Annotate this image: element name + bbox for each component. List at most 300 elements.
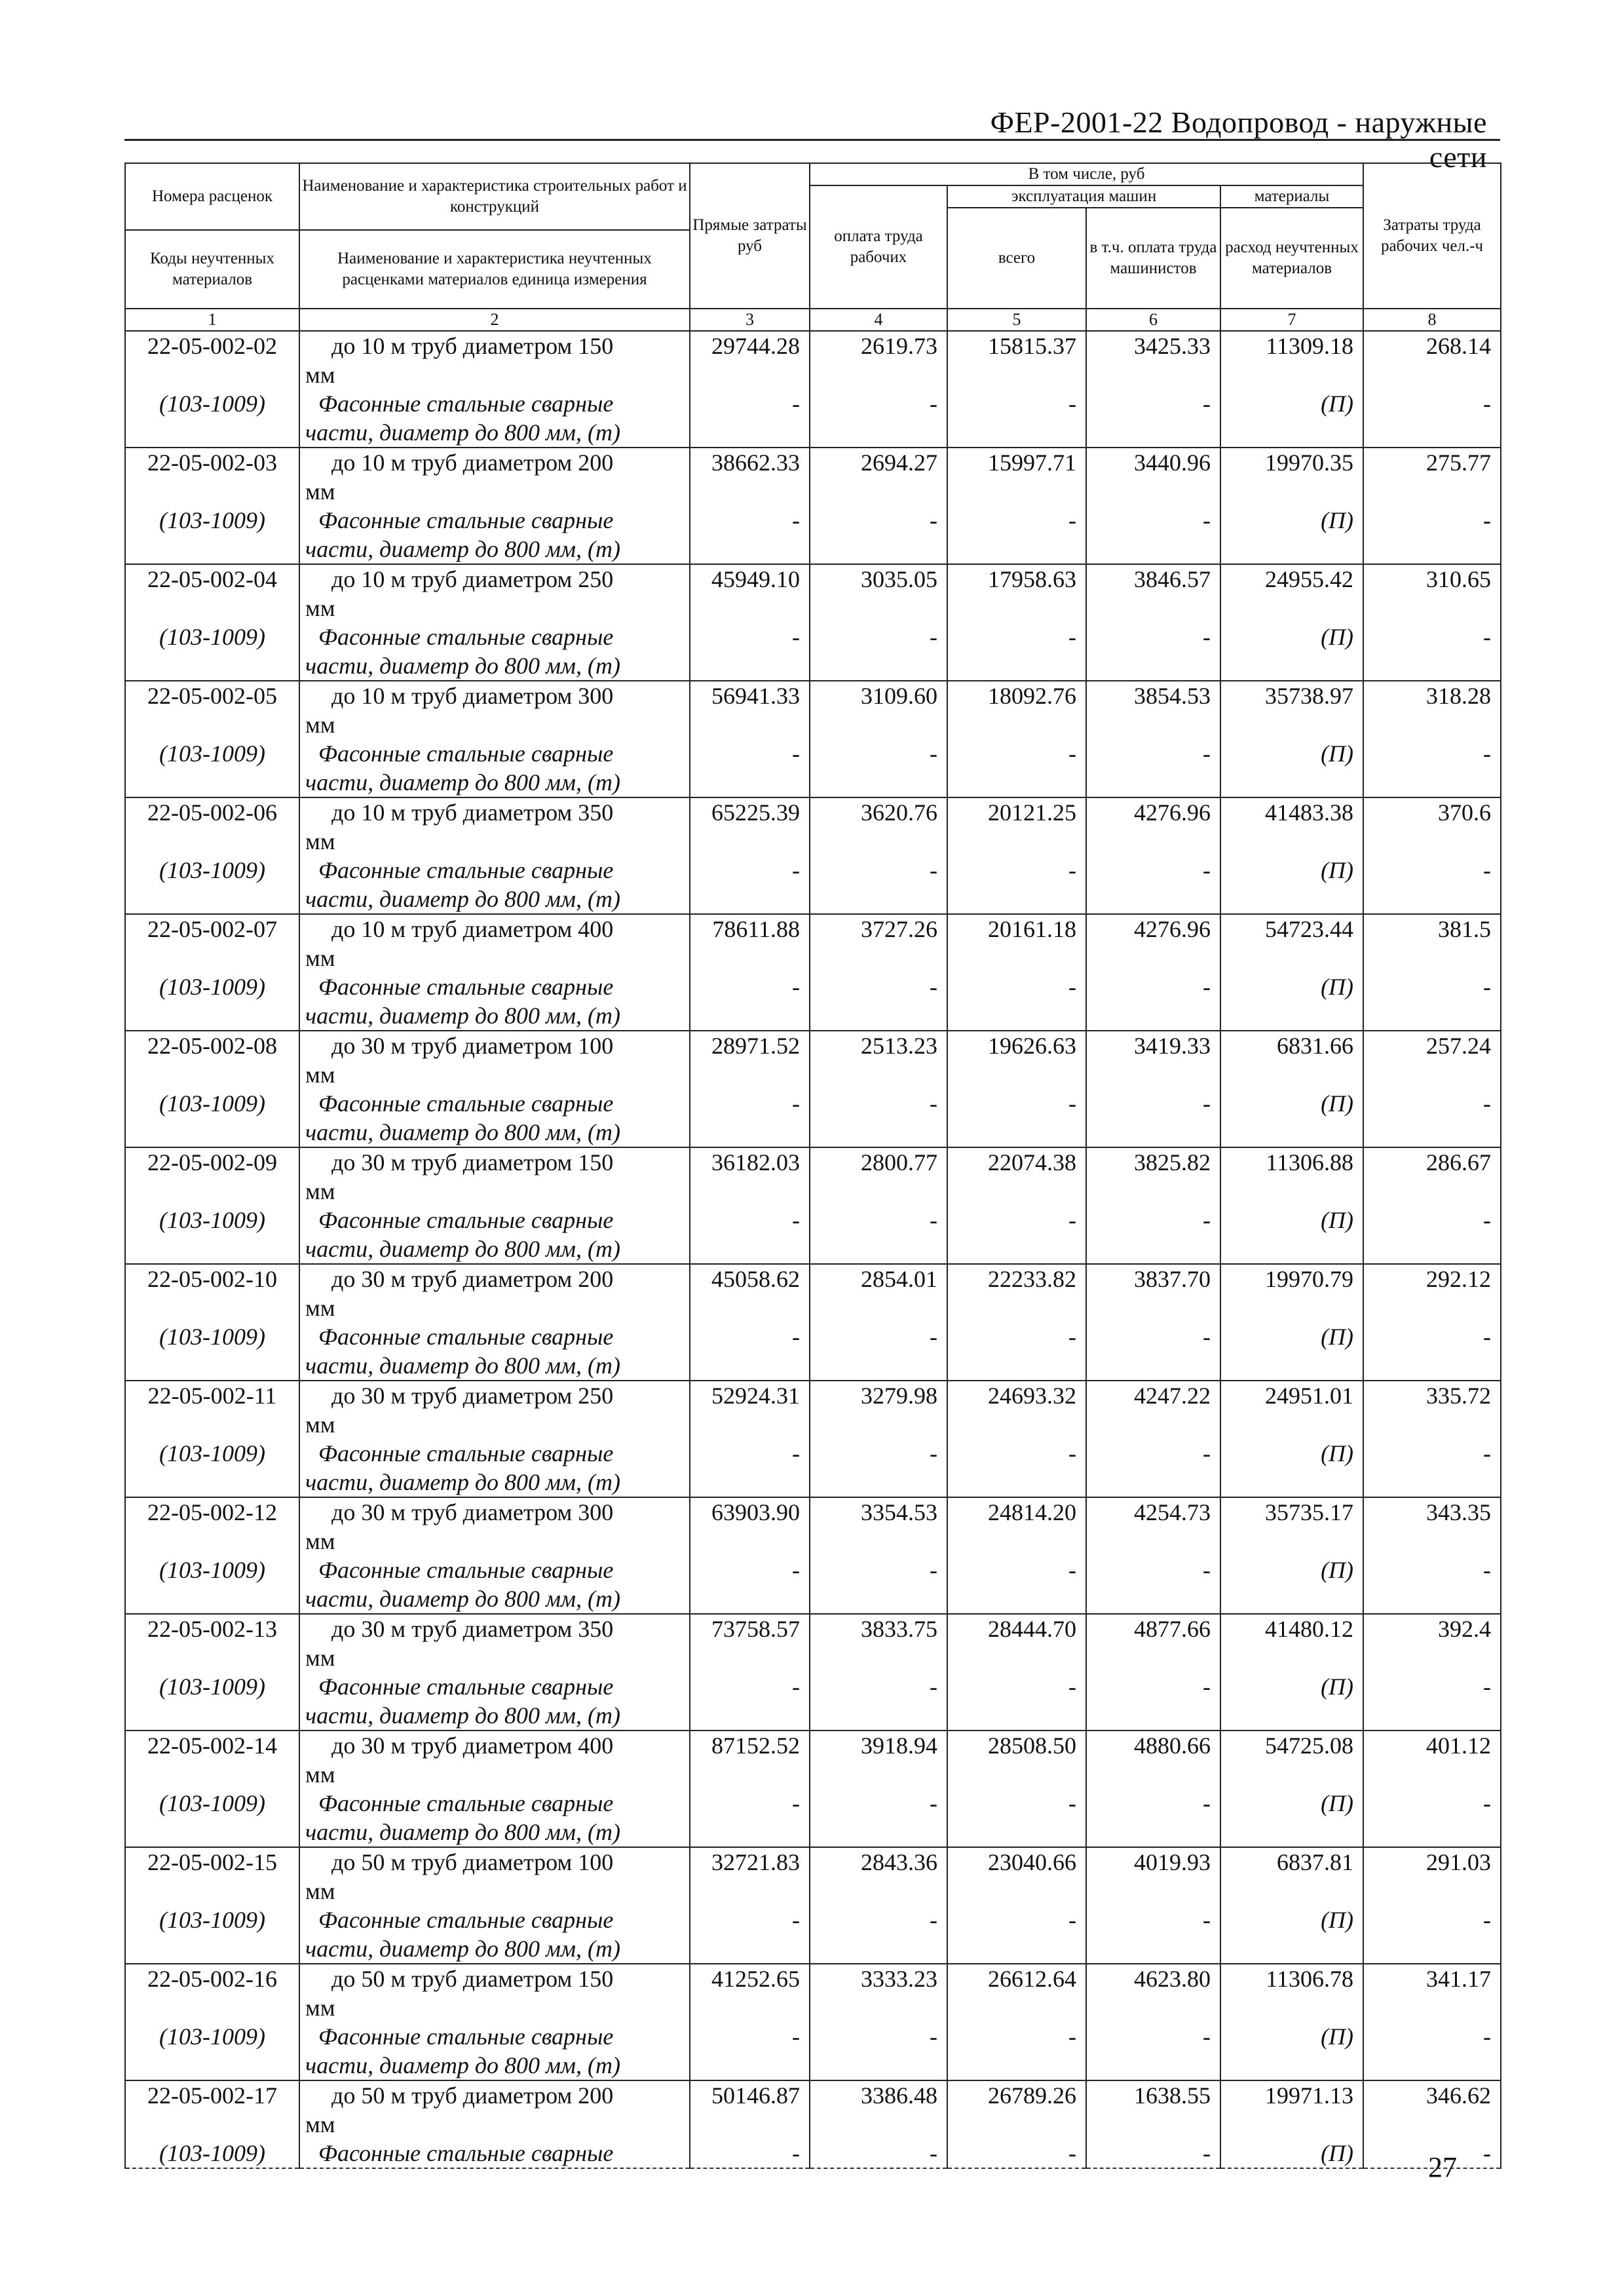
material-p-mark: (П) — [1220, 1206, 1363, 1234]
empty-cell — [125, 710, 299, 739]
header-col-3: 3 — [690, 309, 810, 331]
rate-row — [125, 448, 1501, 477]
material-name-continued: части, диаметр до 800 мм, (т) — [299, 1234, 690, 1264]
empty-cell — [1363, 768, 1501, 797]
rate-unit-row — [125, 1410, 1501, 1439]
material-name-row — [125, 418, 1501, 448]
workers-pay-value: 3620.76 — [810, 797, 947, 827]
empty-cell — [1220, 710, 1363, 739]
workers-pay-value: 2854.01 — [810, 1264, 947, 1293]
empty-cell — [125, 360, 299, 389]
labor-costs-value: 392.4 — [1363, 1614, 1501, 1643]
empty-cell — [125, 768, 299, 797]
empty-cell — [125, 1760, 299, 1789]
empty-cell — [810, 594, 947, 622]
dash-cell: - — [810, 1206, 947, 1234]
dash-cell: - — [690, 1439, 810, 1468]
empty-cell — [690, 1877, 810, 1905]
material-code: (103-1009) — [125, 972, 299, 1001]
material-p-mark: (П) — [1220, 1089, 1363, 1118]
empty-cell — [1220, 2110, 1363, 2139]
empty-cell — [1086, 710, 1220, 739]
rate-code: 22-05-002-11 — [125, 1381, 299, 1410]
dash-cell: - — [1086, 1439, 1220, 1468]
rate-name: до 10 м труб диаметром 250 — [299, 564, 690, 594]
materials-value: 35735.17 — [1220, 1497, 1363, 1527]
empty-cell — [1220, 1818, 1363, 1847]
rate-unit: мм — [299, 1527, 690, 1556]
rate-name: до 30 м труб диаметром 250 — [299, 1381, 690, 1410]
material-name-continued: части, диаметр до 800 мм, (т) — [299, 1584, 690, 1614]
dash-cell: - — [947, 972, 1086, 1001]
empty-cell — [810, 827, 947, 856]
empty-cell — [1363, 2051, 1501, 2080]
empty-cell — [810, 2051, 947, 2080]
empty-cell — [1086, 1643, 1220, 1672]
empty-cell — [1086, 768, 1220, 797]
empty-cell — [125, 651, 299, 681]
header-missing-materials: расход неучтенных материалов — [1220, 208, 1363, 309]
empty-cell — [125, 1001, 299, 1031]
empty-cell — [125, 1934, 299, 1964]
machinists-pay-value: 4880.66 — [1086, 1731, 1220, 1760]
machine-total-value: 20161.18 — [947, 914, 1086, 944]
empty-cell — [947, 1060, 1086, 1089]
empty-cell — [947, 1877, 1086, 1905]
empty-cell — [947, 1701, 1086, 1731]
direct-costs-value: 36182.03 — [690, 1147, 810, 1177]
header-labor-costs: Затраты труда рабочих чел.-ч — [1363, 163, 1501, 309]
direct-costs-value: 52924.31 — [690, 1381, 810, 1410]
rate-unit: мм — [299, 2110, 690, 2139]
workers-pay-value: 3727.26 — [810, 914, 947, 944]
materials-value: 11306.78 — [1220, 1964, 1363, 1993]
empty-cell — [810, 1234, 947, 1264]
rate-row — [125, 914, 1501, 944]
empty-cell — [1086, 1877, 1220, 1905]
empty-cell — [810, 1060, 947, 1089]
empty-cell — [1363, 1293, 1501, 1322]
empty-cell — [810, 1701, 947, 1731]
material-name: Фасонные стальные сварные — [299, 2139, 690, 2168]
empty-cell — [125, 1584, 299, 1614]
materials-value: 24955.42 — [1220, 564, 1363, 594]
header-col-5: 5 — [947, 309, 1086, 331]
empty-cell — [1220, 1468, 1363, 1497]
materials-value: 11309.18 — [1220, 331, 1363, 360]
header-col-2: 2 — [299, 309, 690, 331]
header-col-4: 4 — [810, 309, 947, 331]
rate-code: 22-05-002-08 — [125, 1031, 299, 1060]
empty-cell — [1363, 1001, 1501, 1031]
rate-unit-row — [125, 1527, 1501, 1556]
material-p-mark: (П) — [1220, 506, 1363, 535]
direct-costs-value: 45949.10 — [690, 564, 810, 594]
empty-cell — [947, 1643, 1086, 1672]
labor-costs-value: 318.28 — [1363, 681, 1501, 710]
dash-cell: - — [690, 1206, 810, 1234]
machine-total-value: 24814.20 — [947, 1497, 1086, 1527]
empty-cell — [1363, 2110, 1501, 2139]
empty-cell — [125, 1527, 299, 1556]
dash-cell: - — [810, 1322, 947, 1351]
header-missing-name: Наименование и характеристика неучтенных расценками материалов единица измерения — [299, 230, 690, 309]
dash-cell: - — [1086, 739, 1220, 768]
empty-cell — [690, 1643, 810, 1672]
empty-cell — [690, 1993, 810, 2022]
rate-unit: мм — [299, 944, 690, 972]
rate-code: 22-05-002-09 — [125, 1147, 299, 1177]
material-row — [125, 2022, 1501, 2051]
empty-cell — [125, 827, 299, 856]
empty-cell — [810, 1468, 947, 1497]
empty-cell — [1220, 1118, 1363, 1147]
direct-costs-value: 65225.39 — [690, 797, 810, 827]
dash-cell: - — [1363, 1905, 1501, 1934]
rate-row — [125, 1264, 1501, 1293]
dash-cell: - — [810, 506, 947, 535]
labor-costs-value: 401.12 — [1363, 1731, 1501, 1760]
rate-code: 22-05-002-16 — [125, 1964, 299, 1993]
rate-code: 22-05-002-15 — [125, 1847, 299, 1877]
material-row — [125, 1789, 1501, 1818]
dash-cell: - — [690, 506, 810, 535]
dash-cell: - — [690, 389, 810, 418]
material-code: (103-1009) — [125, 389, 299, 418]
rate-code: 22-05-002-17 — [125, 2080, 299, 2110]
empty-cell — [125, 1701, 299, 1731]
rate-row — [125, 331, 1501, 360]
dash-cell: - — [1086, 972, 1220, 1001]
rate-unit-row — [125, 1760, 1501, 1789]
workers-pay-value: 3279.98 — [810, 1381, 947, 1410]
materials-value: 6837.81 — [1220, 1847, 1363, 1877]
material-code: (103-1009) — [125, 1322, 299, 1351]
machine-total-value: 23040.66 — [947, 1847, 1086, 1877]
dash-cell: - — [690, 1556, 810, 1584]
machinists-pay-value: 3425.33 — [1086, 331, 1220, 360]
material-row — [125, 1322, 1501, 1351]
machine-total-value: 20121.25 — [947, 797, 1086, 827]
empty-cell — [1220, 418, 1363, 448]
empty-cell — [1363, 1060, 1501, 1089]
labor-costs-value: 381.5 — [1363, 914, 1501, 944]
empty-cell — [690, 885, 810, 914]
empty-cell — [125, 2051, 299, 2080]
material-code: (103-1009) — [125, 2022, 299, 2051]
material-name-row — [125, 768, 1501, 797]
material-name-continued: части, диаметр до 800 мм, (т) — [299, 885, 690, 914]
workers-pay-value: 3354.53 — [810, 1497, 947, 1527]
empty-cell — [125, 477, 299, 506]
material-name-row — [125, 535, 1501, 564]
empty-cell — [1363, 1818, 1501, 1847]
material-row — [125, 2139, 1501, 2168]
material-row — [125, 1672, 1501, 1701]
empty-cell — [1086, 1060, 1220, 1089]
material-code: (103-1009) — [125, 1905, 299, 1934]
materials-value: 24951.01 — [1220, 1381, 1363, 1410]
rate-row — [125, 1964, 1501, 1993]
empty-cell — [1363, 477, 1501, 506]
material-p-mark: (П) — [1220, 622, 1363, 651]
dash-cell: - — [1086, 389, 1220, 418]
empty-cell — [690, 1234, 810, 1264]
dash-cell: - — [1363, 1206, 1501, 1234]
empty-cell — [125, 535, 299, 564]
dash-cell: - — [810, 2022, 947, 2051]
labor-costs-value: 291.03 — [1363, 1847, 1501, 1877]
material-name-row — [125, 651, 1501, 681]
empty-cell — [1086, 1293, 1220, 1322]
rate-unit-row — [125, 2110, 1501, 2139]
empty-cell — [947, 1234, 1086, 1264]
labor-costs-value: 275.77 — [1363, 448, 1501, 477]
empty-cell — [1086, 1584, 1220, 1614]
dash-cell: - — [690, 739, 810, 768]
empty-cell — [125, 1177, 299, 1206]
header-col-8: 8 — [1363, 309, 1501, 331]
dash-cell: - — [1086, 1905, 1220, 1934]
material-name-continued: части, диаметр до 800 мм, (т) — [299, 651, 690, 681]
rate-unit-row — [125, 477, 1501, 506]
rate-unit: мм — [299, 1060, 690, 1089]
empty-cell — [947, 418, 1086, 448]
rates-table — [124, 163, 1501, 2169]
dash-cell: - — [947, 1672, 1086, 1701]
material-p-mark: (П) — [1220, 739, 1363, 768]
rate-code: 22-05-002-10 — [125, 1264, 299, 1293]
empty-cell — [690, 827, 810, 856]
empty-cell — [1220, 1410, 1363, 1439]
rate-name: до 10 м труб диаметром 150 — [299, 331, 690, 360]
machinists-pay-value: 4276.96 — [1086, 797, 1220, 827]
material-row — [125, 1206, 1501, 1234]
empty-cell — [1086, 651, 1220, 681]
empty-cell — [125, 1410, 299, 1439]
empty-cell — [1220, 1293, 1363, 1322]
rate-unit-row — [125, 710, 1501, 739]
material-p-mark: (П) — [1220, 1905, 1363, 1934]
empty-cell — [690, 418, 810, 448]
rate-code: 22-05-002-04 — [125, 564, 299, 594]
empty-cell — [1363, 1410, 1501, 1439]
empty-cell — [1220, 1934, 1363, 1964]
rate-row — [125, 1614, 1501, 1643]
dash-cell: - — [1363, 1089, 1501, 1118]
dash-cell: - — [1086, 1556, 1220, 1584]
dash-cell: - — [1086, 2022, 1220, 2051]
empty-cell — [1363, 1177, 1501, 1206]
rate-unit: мм — [299, 1993, 690, 2022]
machinists-pay-value: 4623.80 — [1086, 1964, 1220, 1993]
empty-cell — [1086, 1001, 1220, 1031]
rate-row — [125, 1031, 1501, 1060]
empty-cell — [1086, 944, 1220, 972]
rate-name: до 30 м труб диаметром 150 — [299, 1147, 690, 1177]
empty-cell — [690, 535, 810, 564]
material-code: (103-1009) — [125, 1206, 299, 1234]
direct-costs-value: 63903.90 — [690, 1497, 810, 1527]
workers-pay-value: 3386.48 — [810, 2080, 947, 2110]
material-row — [125, 389, 1501, 418]
material-p-mark: (П) — [1220, 1556, 1363, 1584]
empty-cell — [810, 360, 947, 389]
empty-cell — [690, 1351, 810, 1381]
page-number: 27 — [1428, 2151, 1457, 2183]
dash-cell: - — [1363, 1322, 1501, 1351]
dash-cell: - — [947, 622, 1086, 651]
empty-cell — [810, 1177, 947, 1206]
empty-cell — [1220, 827, 1363, 856]
empty-cell — [810, 1293, 947, 1322]
material-p-mark: (П) — [1220, 856, 1363, 885]
dash-cell: - — [1363, 856, 1501, 885]
empty-cell — [810, 710, 947, 739]
empty-cell — [810, 1584, 947, 1614]
empty-cell — [1086, 1993, 1220, 2022]
dash-cell: - — [1086, 1322, 1220, 1351]
machinists-pay-value: 4019.93 — [1086, 1847, 1220, 1877]
empty-cell — [690, 1410, 810, 1439]
material-name-row — [125, 1118, 1501, 1147]
rate-row — [125, 1731, 1501, 1760]
empty-cell — [1220, 1001, 1363, 1031]
empty-cell — [1220, 651, 1363, 681]
empty-cell — [947, 885, 1086, 914]
material-name-row — [125, 1351, 1501, 1381]
material-name-continued: части, диаметр до 800 мм, (т) — [299, 2051, 690, 2080]
empty-cell — [125, 1118, 299, 1147]
labor-costs-value: 268.14 — [1363, 331, 1501, 360]
material-p-mark: (П) — [1220, 2022, 1363, 2051]
material-name-continued: части, диаметр до 800 мм, (т) — [299, 1468, 690, 1497]
empty-cell — [1363, 418, 1501, 448]
empty-cell — [1363, 827, 1501, 856]
empty-cell — [125, 944, 299, 972]
machinists-pay-value: 3854.53 — [1086, 681, 1220, 710]
material-code: (103-1009) — [125, 1789, 299, 1818]
rate-name: до 30 м труб диаметром 350 — [299, 1614, 690, 1643]
dash-cell: - — [1086, 622, 1220, 651]
empty-cell — [1086, 477, 1220, 506]
workers-pay-value: 3833.75 — [810, 1614, 947, 1643]
labor-costs-value: 310.65 — [1363, 564, 1501, 594]
material-name: Фасонные стальные сварные — [299, 1672, 690, 1701]
machine-total-value: 28508.50 — [947, 1731, 1086, 1760]
header-rate-numbers: Номера расценок — [125, 163, 299, 230]
dash-cell: - — [1363, 1672, 1501, 1701]
rate-row — [125, 1497, 1501, 1527]
empty-cell — [690, 2110, 810, 2139]
rate-code: 22-05-002-12 — [125, 1497, 299, 1527]
empty-cell — [1086, 594, 1220, 622]
material-name: Фасонные стальные сварные — [299, 1322, 690, 1351]
material-code: (103-1009) — [125, 739, 299, 768]
empty-cell — [810, 944, 947, 972]
empty-cell — [1220, 1760, 1363, 1789]
direct-costs-value: 38662.33 — [690, 448, 810, 477]
rate-code: 22-05-002-14 — [125, 1731, 299, 1760]
header-machinists-pay: в т.ч. оплата труда машинистов — [1086, 208, 1220, 309]
empty-cell — [1363, 535, 1501, 564]
empty-cell — [947, 1293, 1086, 1322]
dash-cell: - — [1086, 2139, 1220, 2168]
empty-cell — [947, 827, 1086, 856]
rate-row — [125, 1381, 1501, 1410]
rate-unit-row — [125, 1877, 1501, 1905]
material-name-continued: части, диаметр до 800 мм, (т) — [299, 1818, 690, 1847]
material-name: Фасонные стальные сварные — [299, 1789, 690, 1818]
empty-cell — [690, 1934, 810, 1964]
empty-cell — [810, 651, 947, 681]
dash-cell: - — [690, 1322, 810, 1351]
material-code: (103-1009) — [125, 1439, 299, 1468]
dash-cell: - — [1363, 1439, 1501, 1468]
material-code: (103-1009) — [125, 1672, 299, 1701]
empty-cell — [690, 360, 810, 389]
material-name: Фасонные стальные сварные — [299, 1556, 690, 1584]
material-p-mark: (П) — [1220, 1672, 1363, 1701]
dash-cell: - — [690, 1905, 810, 1934]
dash-cell: - — [1086, 1089, 1220, 1118]
empty-cell — [1220, 1060, 1363, 1089]
machine-total-value: 17958.63 — [947, 564, 1086, 594]
material-name-row — [125, 1468, 1501, 1497]
empty-cell — [1220, 594, 1363, 622]
empty-cell — [1086, 1760, 1220, 1789]
empty-cell — [810, 1643, 947, 1672]
empty-cell — [1220, 1993, 1363, 2022]
labor-costs-value: 335.72 — [1363, 1381, 1501, 1410]
empty-cell — [1086, 1468, 1220, 1497]
material-row — [125, 1439, 1501, 1468]
empty-cell — [1086, 2051, 1220, 2080]
empty-cell — [1220, 1234, 1363, 1264]
empty-cell — [1363, 594, 1501, 622]
empty-cell — [1086, 535, 1220, 564]
material-name-row — [125, 2051, 1501, 2080]
empty-cell — [947, 944, 1086, 972]
header-col-6: 6 — [1086, 309, 1220, 331]
dash-cell: - — [1363, 1556, 1501, 1584]
empty-cell — [947, 710, 1086, 739]
empty-cell — [690, 1701, 810, 1731]
title-rule — [124, 139, 1500, 141]
rate-unit: мм — [299, 1760, 690, 1789]
empty-cell — [947, 1177, 1086, 1206]
empty-cell — [1363, 1643, 1501, 1672]
rate-unit: мм — [299, 1643, 690, 1672]
empty-cell — [810, 1877, 947, 1905]
empty-cell — [1220, 1701, 1363, 1731]
material-name: Фасонные стальные сварные — [299, 856, 690, 885]
workers-pay-value: 2694.27 — [810, 448, 947, 477]
rate-row — [125, 564, 1501, 594]
dash-cell: - — [1363, 1789, 1501, 1818]
rate-row — [125, 1847, 1501, 1877]
materials-value: 6831.66 — [1220, 1031, 1363, 1060]
empty-cell — [810, 1993, 947, 2022]
workers-pay-value: 2513.23 — [810, 1031, 947, 1060]
dash-cell: - — [1363, 2139, 1501, 2168]
empty-cell — [125, 1643, 299, 1672]
labor-costs-value: 346.62 — [1363, 2080, 1501, 2110]
rate-unit: мм — [299, 827, 690, 856]
material-row — [125, 1556, 1501, 1584]
materials-value: 54725.08 — [1220, 1731, 1363, 1760]
header-materials: материалы — [1220, 185, 1363, 208]
